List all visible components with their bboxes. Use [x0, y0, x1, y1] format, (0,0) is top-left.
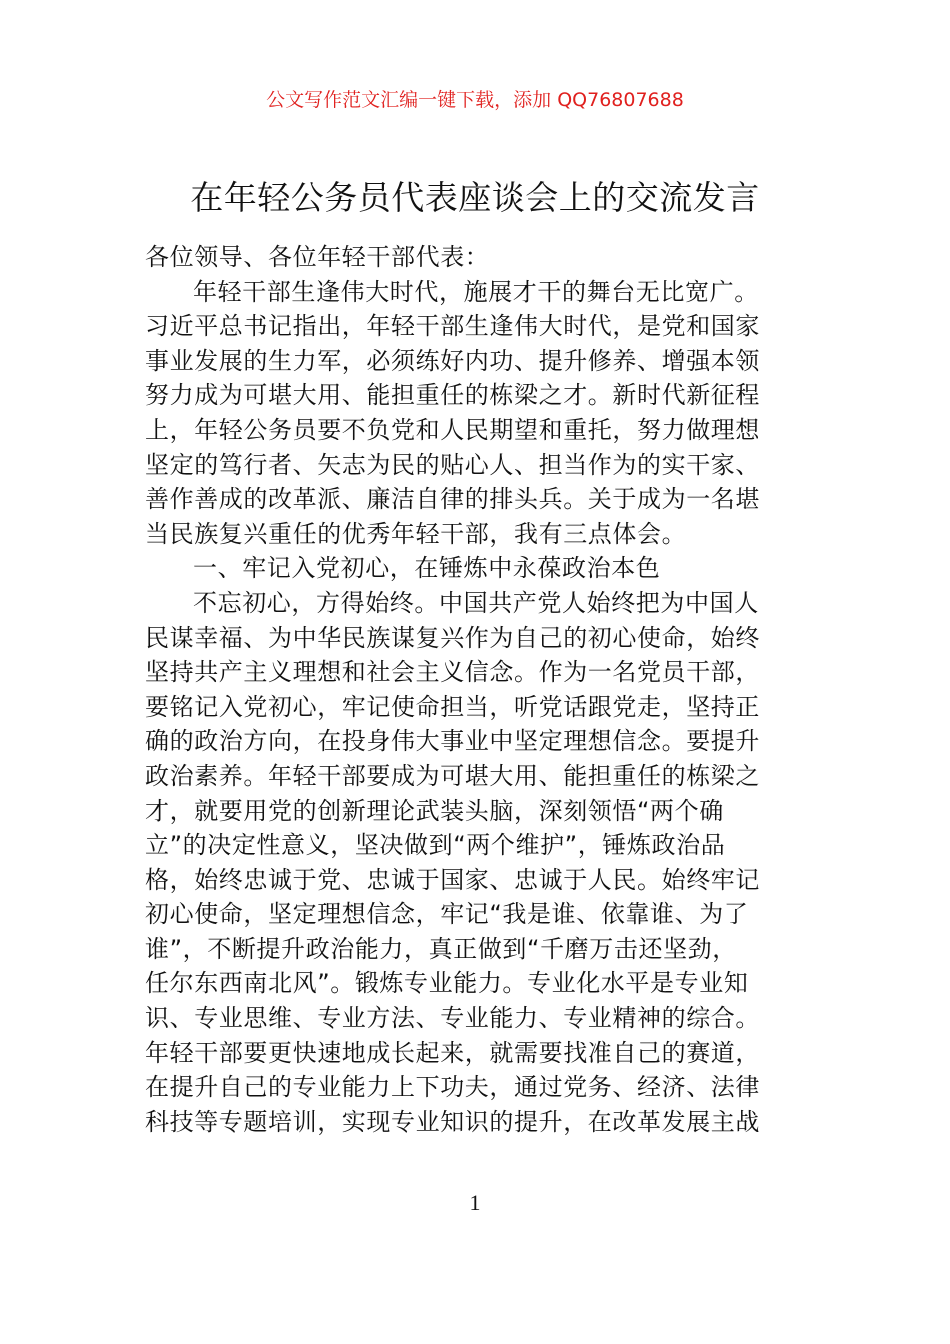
paragraph-line: 年轻干部要更快速地成长起来，就需要找准自己的赛道， — [145, 1038, 760, 1067]
document-title: 在年轻公务员代表座谈会上的交流发言 — [190, 178, 760, 217]
paragraph-line: 上，年轻公务员要不负党和人民期望和重托，努力做理想 — [145, 415, 760, 444]
paragraph-line: 努力成为可堪大用、能担重任的栋梁之才。新时代新征程 — [145, 381, 760, 410]
paragraph-line: 在提升自己的专业能力上下功夫，通过党务、经济、法律 — [145, 1073, 760, 1102]
paragraph-line: 识、专业思维、专业方法、专业能力、专业精神的综合。 — [145, 1004, 760, 1033]
paragraph-line: 初心使命，坚定理想信念，牢记“我是谁、依靠谁、为了 — [145, 900, 749, 929]
paragraph-line: 当民族复兴重任的优秀年轻干部，我有三点体会。 — [145, 519, 687, 548]
paragraph-line: 坚持共产主义理想和社会主义信念。作为一名党员干部， — [145, 658, 760, 687]
paragraph-line: 坚定的笃行者、矢志为民的贴心人、担当作为的实干家、 — [145, 450, 760, 479]
salutation: 各位领导、各位年轻干部代表： — [145, 243, 490, 271]
paragraph-line: 谁”，不断提升政治能力，真正做到“千磨万击还坚劲， — [145, 934, 737, 963]
paragraph-line: 善作善成的改革派、廉洁自律的排头兵。关于成为一名堪 — [145, 485, 760, 514]
paragraph-line: 格，始终忠诚于党、忠诚于国家、忠诚于人民。始终牢记 — [145, 865, 760, 894]
paragraph-line: 民谋幸福、为中华民族谋复兴作为自己的初心使命，始终 — [145, 623, 760, 652]
paragraph-start-line: 年轻干部生逢伟大时代，施展才干的舞台无比宽广。 — [193, 277, 759, 306]
page-number: 1 — [469, 1190, 481, 1215]
paragraph-line: 事业发展的生力军，必须练好内功、提升修养、增强本领 — [145, 346, 760, 375]
document-body — [145, 240, 810, 1139]
paragraph-start-line: 一、牢记入党初心，在锤炼中永葆政治本色 — [193, 554, 661, 583]
paragraph-line: 科技等专题培训，实现专业知识的提升，在改革发展主战 — [145, 1107, 760, 1136]
paragraph-line: 才，就要用党的创新理论武装头脑，深刻领悟“两个确 — [145, 796, 724, 825]
paragraph-start-line: 不忘初心，方得始终。中国共产党人始终把为中国人 — [193, 588, 759, 617]
paragraph-line: 习近平总书记指出，年轻干部生逢伟大时代，是党和国家 — [145, 312, 760, 341]
paragraph-line: 确的政治方向，在投身伟大事业中坚定理想信念。要提升 — [145, 727, 760, 756]
paragraph-line: 立”的决定性意义，坚决做到“两个维护”，锤炼政治品 — [145, 831, 726, 860]
paragraph-lines — [145, 275, 810, 1140]
download-notice: 公文写作范文汇编一键下载，添加 QQ76807688 — [266, 89, 684, 111]
paragraph-line: 要铭记入党初心，牢记使命担当，听党话跟党走，坚持正 — [145, 692, 760, 721]
paragraph-line: 任尔东西南北风”。锻炼专业能力。专业化水平是专业知 — [145, 969, 749, 998]
paragraph-line: 政治素养。年轻干部要成为可堪大用、能担重任的栋梁之 — [145, 761, 760, 790]
